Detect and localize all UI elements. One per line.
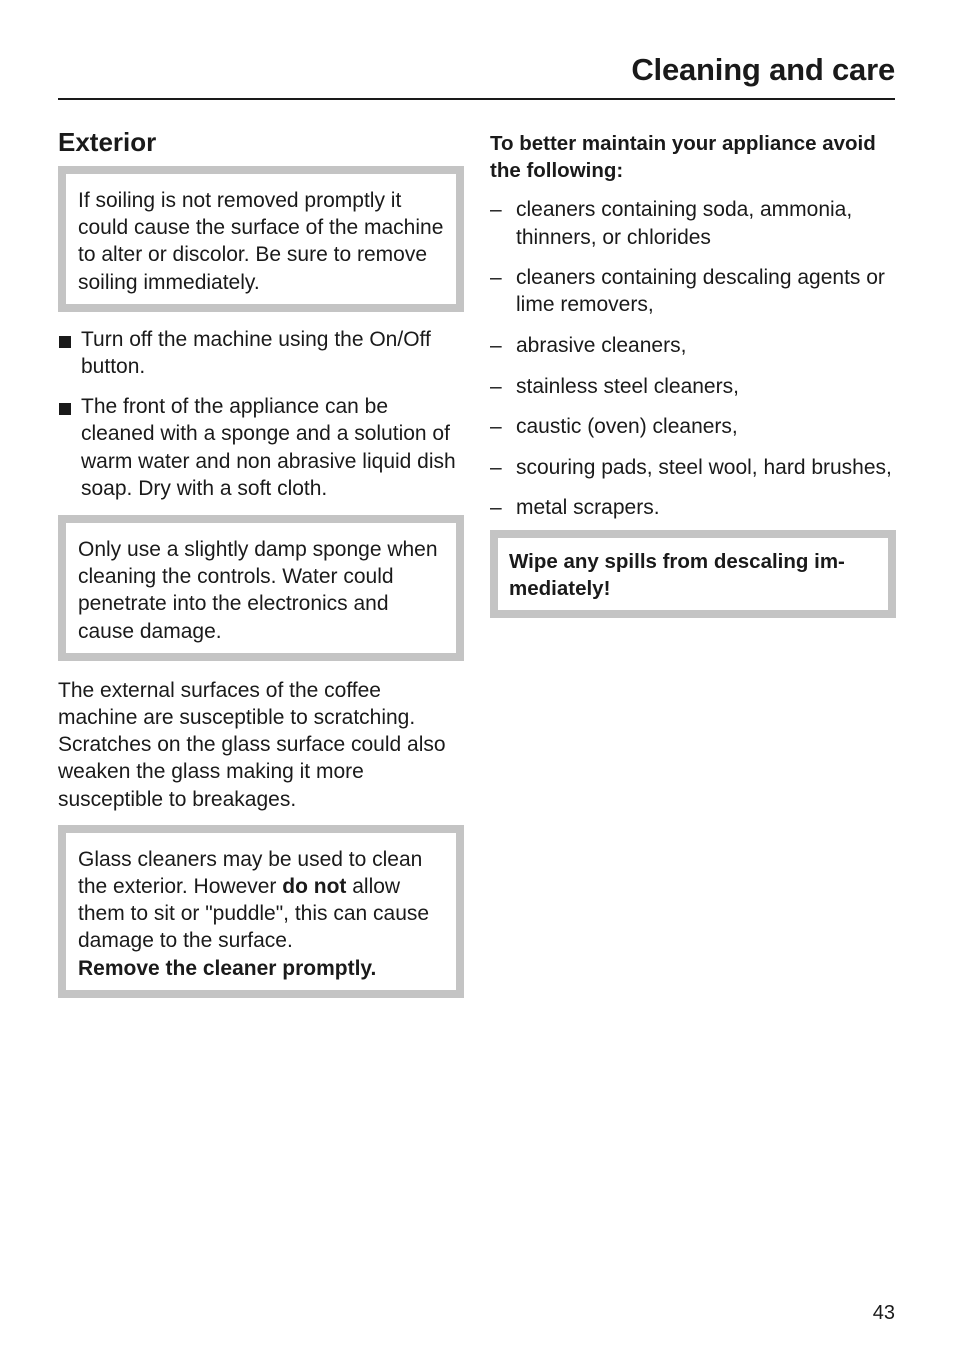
note-text-controls: Only use a slightly damp sponge when cleaning the controls. Water could penetrate into the electronics and cause damage. — [78, 538, 438, 643]
list-item — [490, 494, 896, 521]
list-item — [490, 196, 896, 250]
paragraph-scratching: The external surfaces of the coffee machine are susceptible to scratching. Scratches on the glass surface could also weaken the glass making it more susceptible to breakages. — [58, 678, 446, 811]
dash-bullet: – — [490, 455, 502, 479]
header-divider — [58, 98, 895, 100]
page-number: 43 — [872, 1302, 895, 1324]
dash-bullet: – — [490, 334, 502, 357]
list-item-text: caustic (oven) cleaners, — [516, 415, 738, 439]
list-item-text: Turn off the machine using the On/Off button. — [81, 327, 431, 379]
list-item — [490, 332, 896, 359]
list-item-text: cleaners containing soda, ammonia, thinners, or chlorides — [516, 198, 853, 249]
dash-bullet: – — [490, 496, 502, 520]
note-text-instruction: Remove the cleaner promptly. — [78, 956, 377, 980]
list-item — [490, 264, 896, 318]
list-item — [58, 326, 464, 380]
avoid-list — [490, 196, 896, 521]
dash-bullet: – — [490, 374, 502, 398]
note-box-soiling — [58, 166, 464, 312]
list-item-text: stainless steel cleaners, — [516, 374, 739, 398]
list-item — [490, 413, 896, 440]
note-text-emphasis: do not — [282, 875, 347, 899]
page-title: Cleaning and care — [631, 52, 895, 87]
dash-bullet: – — [490, 415, 502, 439]
warning-text: Wipe any spills from descaling im-mediately! — [509, 549, 845, 600]
instruction-list — [58, 326, 464, 502]
list-item-text: The front of the appliance can be cleaned with a sponge and a solution of warm water and non abrasive liquid dish soap. Dry with a soft cloth. — [81, 395, 456, 500]
list-item — [58, 393, 464, 502]
list-item — [490, 373, 896, 400]
note-text-soiling: If soiling is not removed promptly it could cause the surface of the machine to alter or discolor. Be sure to remove soiling immediately. — [78, 189, 444, 294]
right-column — [490, 130, 896, 618]
left-column — [58, 126, 464, 998]
list-item — [490, 454, 896, 481]
list-item-text: cleaners containing descaling agents or lime removers, — [516, 266, 885, 317]
avoid-list-heading: To better maintain your appliance avoid the following: — [490, 132, 876, 183]
note-box-glass-cleaners — [58, 825, 464, 998]
list-item-text: abrasive cleaners, — [516, 334, 687, 357]
section-heading-exterior: Exterior — [58, 127, 157, 157]
list-item-text: scouring pads, steel wool, hard brushes, — [516, 455, 892, 479]
dash-bullet: – — [490, 266, 502, 290]
square-bullet-icon — [59, 336, 71, 348]
note-text-part1: Glass cleaners may be used to clean the exterior. However — [78, 847, 423, 899]
dash-bullet: – — [490, 198, 502, 222]
list-item-text: metal scrapers. — [516, 496, 660, 520]
note-box-controls — [58, 515, 464, 661]
warning-box-descaling — [490, 530, 896, 618]
square-bullet-icon — [59, 403, 71, 415]
note-text-part2: allow them to sit or "puddle", this can cause damage to the surface. — [78, 875, 430, 953]
